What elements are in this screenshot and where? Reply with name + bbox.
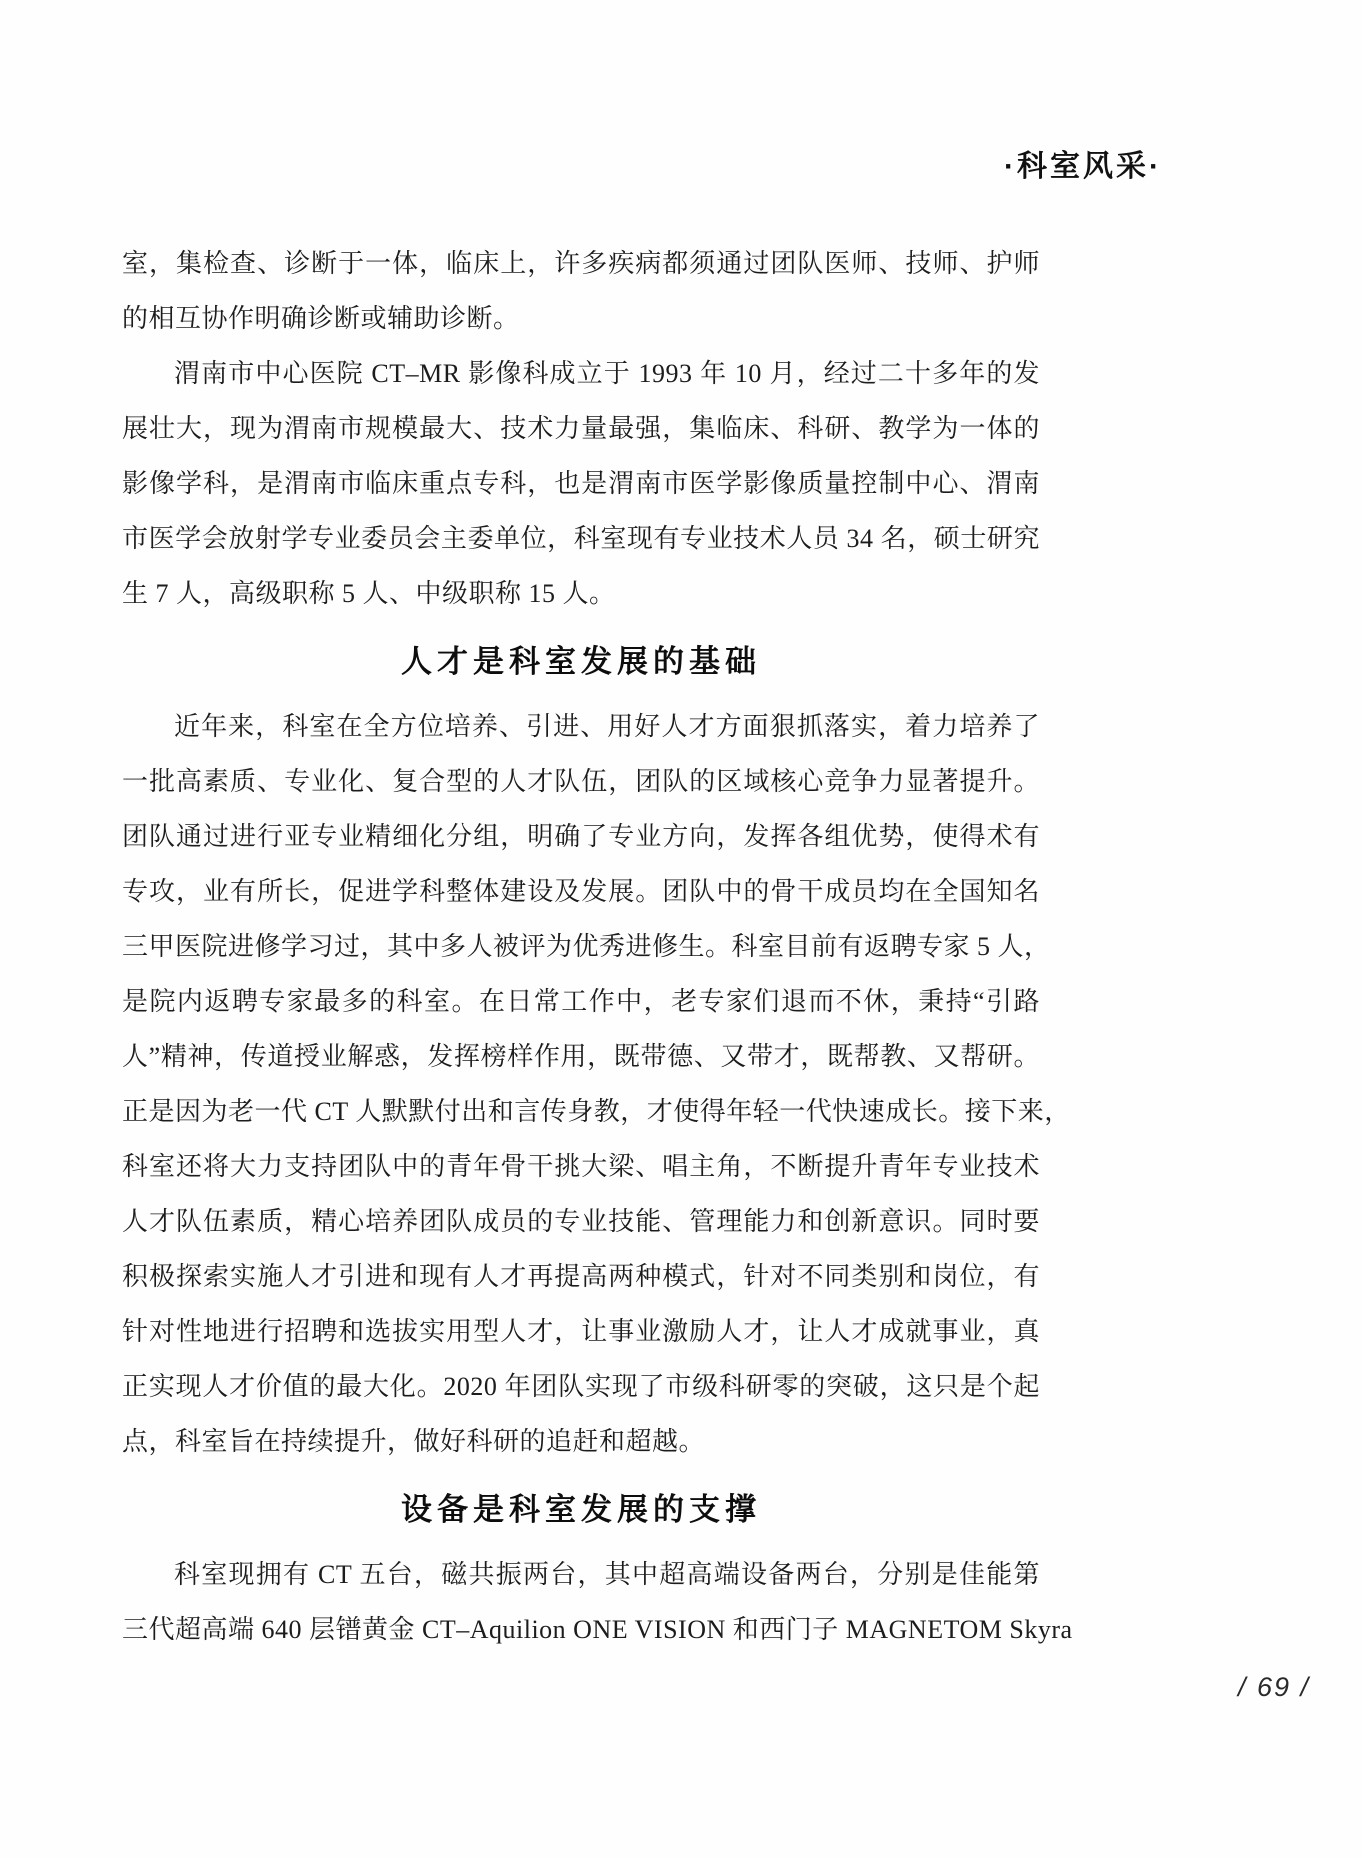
body-text-line: 室，集检查、诊断于一体，临床上，许多疾病都须通过团队医师、技师、护师 (122, 249, 1040, 278)
body-text-line: 市医学会放射学专业委员会主委单位，科室现有专业技术人员 34 名，硕士研究 (122, 524, 1040, 553)
body-text-line: 点，科室旨在持续提升，做好科研的追赶和超越。 (122, 1427, 706, 1456)
body-text-line: 专攻，业有所长，促进学科整体建设及发展。团队中的骨干成员均在全国知名 (122, 877, 1040, 906)
body-text-line: 积极探索实施人才引进和现有人才再提高两种模式，针对不同类别和岗位，有 (122, 1262, 1040, 1291)
body-text-line: 正是因为老一代 CT 人默默付出和言传身教，才使得年轻一代快速成长。接下来， (122, 1097, 1071, 1126)
page-number: / 69 / (1238, 1672, 1311, 1702)
body-text-line: 近年来，科室在全方位培养、引进、用好人才方面狠抓落实，着力培养了 (174, 712, 1040, 741)
article-body (122, 236, 1073, 1657)
body-text-line: 科室还将大力支持团队中的青年骨干挑大梁、唱主角，不断提升青年专业技术 (122, 1152, 1040, 1181)
section-heading-equipment: 设备是科室发展的支撑 (401, 1492, 761, 1527)
body-text-line: 影像学科，是渭南市临床重点专科，也是渭南市医学影像质量控制中心、渭南 (122, 469, 1040, 498)
body-text-line: 针对性地进行招聘和选拔实用型人才，让事业激励人才，让人才成就事业，真 (122, 1317, 1040, 1346)
body-text-line: 人才队伍素质，精心培养团队成员的专业技能、管理能力和创新意识。同时要 (122, 1207, 1040, 1236)
body-text-line: 团队通过进行亚专业精细化分组，明确了专业方向，发挥各组优势，使得术有 (122, 822, 1040, 851)
running-header: ·科室风采· (1004, 150, 1162, 183)
body-text-line: 三甲医院进修学习过，其中多人被评为优秀进修生。科室目前有返聘专家 5 人， (122, 932, 1051, 961)
body-text-line: 三代超高端 640 层镨黄金 CT–Aquilion ONE VISION 和西门子 MAGNETOM Skyra (122, 1615, 1073, 1644)
body-text-line: 正实现人才价值的最大化。2020 年团队实现了市级科研零的突破，这只是个起 (122, 1372, 1040, 1401)
body-text-line: 科室现拥有 CT 五台，磁共振两台，其中超高端设备两台，分别是佳能第 (174, 1560, 1040, 1589)
section-heading-talent: 人才是科室发展的基础 (401, 644, 761, 679)
body-text-line: 是院内返聘专家最多的科室。在日常工作中，老专家们退而不休，秉持“引路 (122, 987, 1040, 1016)
body-text-line: 人”精神，传道授业解惑，发挥榜样作用，既带德、又带才，既帮教、又帮研。 (122, 1042, 1040, 1071)
body-text-line: 渭南市中心医院 CT–MR 影像科成立于 1993 年 10 月，经过二十多年的发 (174, 359, 1040, 388)
body-text-line: 的相互协作明确诊断或辅助诊断。 (122, 304, 520, 333)
body-text-line: 生 7 人，高级职称 5 人、中级职称 15 人。 (122, 579, 616, 608)
body-text-line: 一批高素质、专业化、复合型的人才队伍，团队的区域核心竞争力显著提升。 (122, 767, 1040, 796)
body-text-line: 展壮大，现为渭南市规模最大、技术力量最强，集临床、科研、教学为一体的 (122, 414, 1040, 443)
